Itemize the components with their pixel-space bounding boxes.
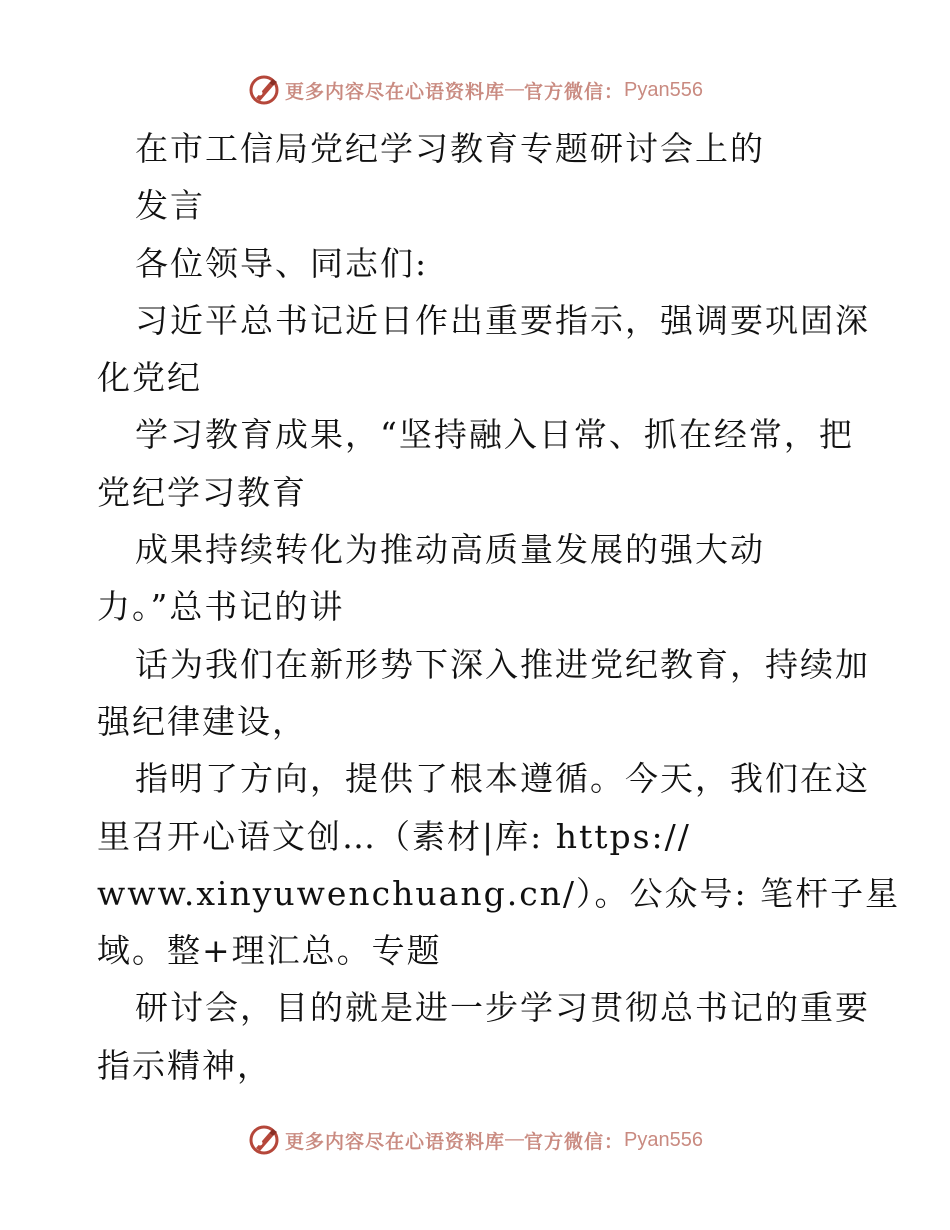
banner-text: 更多内容尽在心语资料库 [285,1130,506,1153]
pen-circle-logo-icon [247,1123,281,1157]
doc-line: 研讨会，目的就是进一步学习贯彻总书记的重要 [135,988,870,1028]
banner-wechat-id: Pyan556 [624,78,703,101]
doc-title-line-2: 发言 [135,186,205,226]
document-body [97,120,901,1094]
doc-line: 话为我们在新形势下深入推进党纪教育，持续加 [135,644,870,684]
banner-contact: 官方微信： [524,80,625,103]
doc-line: 化党纪 [97,358,202,398]
doc-title-line-1: 在市工信局党纪学习教育专题研讨会上的 [135,129,765,168]
doc-line: 里召开心语文创…（素材|库: https:// [97,816,691,856]
header-banner [0,70,950,110]
doc-line: 指示精神， [97,1045,272,1085]
doc-line: 成果持续转化为推动高质量发展的强大动 [135,530,765,570]
doc-line: www.xinyuwenchuang.cn/）。公众号: 笔杆子星 [97,873,901,913]
doc-line: 指明了方向，提供了根本遵循。今天，我们在这 [135,759,870,799]
banner-text: 更多内容尽在心语资料库 [285,80,506,103]
pen-circle-logo-icon [247,73,281,107]
doc-line: 学习教育成果，“坚持融入日常、抓在经常，把 [135,415,854,455]
doc-line: 习近平总书记近日作出重要指示，强调要巩固深 [135,300,870,340]
doc-line: 域。整+理汇总。专题 [97,931,442,971]
banner-contact: 官方微信： [524,1130,625,1153]
doc-line: 强纪律建设， [97,701,307,741]
doc-salutation: 各位领导、同志们: [135,243,429,283]
banner-separator: — [505,1129,525,1150]
banner-separator: — [505,79,525,100]
doc-line: 力。”总书记的讲 [97,587,345,627]
banner-wechat-id: Pyan556 [624,1128,703,1151]
doc-line: 党纪学习教育 [97,472,307,512]
footer-banner [0,1120,950,1160]
